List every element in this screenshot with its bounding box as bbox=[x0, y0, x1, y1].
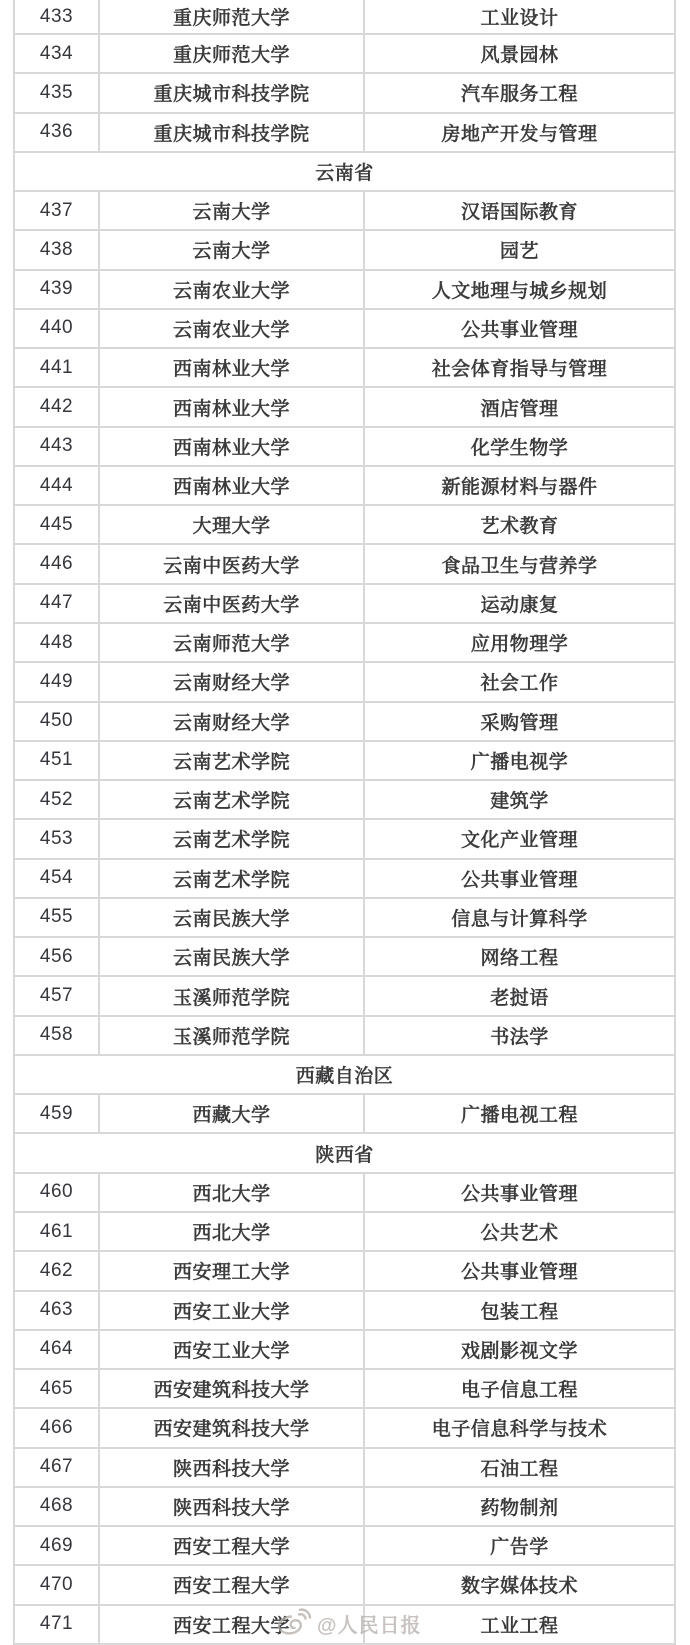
university-cell: 云南中医药大学 bbox=[100, 545, 365, 582]
table-row bbox=[15, 663, 674, 702]
table-row bbox=[15, 1174, 674, 1213]
row-number-cell: 435 bbox=[15, 74, 100, 111]
university-cell: 西北大学 bbox=[100, 1213, 365, 1250]
major-cell: 公共事业管理 bbox=[460, 869, 578, 891]
major-cell: 房地产开发与管理 bbox=[441, 123, 598, 145]
table-row bbox=[15, 1449, 674, 1488]
row-number-cell: 442 bbox=[15, 388, 100, 425]
table-row bbox=[15, 1292, 674, 1331]
table-row bbox=[15, 1606, 674, 1643]
major-cell: 公共艺术 bbox=[480, 1223, 559, 1245]
row-number-cell: 445 bbox=[15, 506, 100, 543]
row-number-cell: 449 bbox=[15, 663, 100, 700]
table-row bbox=[15, 310, 674, 349]
row-number-cell: 433 bbox=[15, 0, 100, 33]
table-row bbox=[15, 624, 674, 663]
row-number-cell: 447 bbox=[15, 585, 100, 622]
row-number-cell: 452 bbox=[15, 781, 100, 818]
row-number-cell: 456 bbox=[15, 938, 100, 975]
university-cell: 西南林业大学 bbox=[100, 388, 365, 425]
university-cell: 云南民族大学 bbox=[100, 938, 365, 975]
table-row bbox=[15, 1566, 674, 1605]
major-cell: 包装工程 bbox=[480, 1301, 559, 1323]
row-number-cell: 453 bbox=[15, 820, 100, 857]
major-cell: 老挝语 bbox=[490, 987, 549, 1009]
major-cell: 电子信息科学与技术 bbox=[431, 1419, 608, 1441]
university-cell: 云南艺术学院 bbox=[100, 860, 365, 897]
university-cell: 西安工程大学 bbox=[100, 1566, 365, 1603]
row-number-cell: 461 bbox=[15, 1213, 100, 1250]
major-cell: 书法学 bbox=[490, 1026, 549, 1048]
table-row bbox=[15, 349, 674, 388]
row-number-cell: 459 bbox=[15, 1095, 100, 1132]
table-row bbox=[15, 1252, 674, 1291]
major-cell: 信息与计算科学 bbox=[451, 908, 588, 930]
table-row bbox=[15, 1527, 674, 1566]
row-number-cell: 439 bbox=[15, 271, 100, 308]
major-cell: 电子信息工程 bbox=[460, 1380, 578, 1402]
row-number-cell: 469 bbox=[15, 1527, 100, 1564]
table-row bbox=[15, 35, 674, 74]
table-row bbox=[15, 899, 674, 938]
row-number-cell: 450 bbox=[15, 703, 100, 740]
row-number-cell: 434 bbox=[15, 35, 100, 72]
row-number-cell: 467 bbox=[15, 1449, 100, 1486]
university-cell: 重庆城市科技学院 bbox=[100, 74, 365, 111]
major-cell: 广告学 bbox=[490, 1537, 549, 1559]
major-cell: 公共事业管理 bbox=[460, 1183, 578, 1205]
row-number-cell: 454 bbox=[15, 860, 100, 897]
major-cell: 工业工程 bbox=[480, 1615, 559, 1637]
university-cell: 西北大学 bbox=[100, 1174, 365, 1211]
row-number-cell: 451 bbox=[15, 742, 100, 779]
table-row bbox=[15, 1213, 674, 1252]
university-cell: 西安建筑科技大学 bbox=[100, 1409, 365, 1446]
major-cell: 文化产业管理 bbox=[460, 830, 578, 852]
row-number-cell: 441 bbox=[15, 349, 100, 386]
table-row bbox=[15, 506, 674, 545]
row-number-cell: 468 bbox=[15, 1488, 100, 1525]
table-row bbox=[15, 820, 674, 859]
major-cell: 戏剧影视文学 bbox=[460, 1340, 578, 1362]
province-label: 西藏自治区 bbox=[295, 1066, 394, 1088]
province-label: 陕西省 bbox=[315, 1144, 374, 1166]
major-cell: 应用物理学 bbox=[470, 634, 569, 656]
table-row bbox=[15, 977, 674, 1016]
major-cell: 艺术教育 bbox=[480, 516, 559, 538]
province-label: 云南省 bbox=[315, 162, 374, 184]
row-number-cell: 438 bbox=[15, 231, 100, 268]
major-cell: 酒店管理 bbox=[480, 398, 559, 420]
table-row bbox=[15, 860, 674, 899]
table-row bbox=[15, 545, 674, 584]
table-row bbox=[15, 781, 674, 820]
table-row bbox=[15, 388, 674, 427]
university-cell: 大理大学 bbox=[100, 506, 365, 543]
row-number-cell: 466 bbox=[15, 1409, 100, 1446]
university-cell: 重庆城市科技学院 bbox=[100, 114, 365, 151]
university-cell: 云南大学 bbox=[100, 192, 365, 229]
major-cell: 石油工程 bbox=[480, 1458, 559, 1480]
university-cell: 云南艺术学院 bbox=[100, 820, 365, 857]
major-cell: 采购管理 bbox=[480, 712, 559, 734]
university-cell: 玉溪师范学院 bbox=[100, 1017, 365, 1054]
province-section-row bbox=[15, 153, 674, 192]
table-row bbox=[15, 1017, 674, 1056]
table-row bbox=[15, 1331, 674, 1370]
university-cell: 云南中医药大学 bbox=[100, 585, 365, 622]
university-cell: 云南农业大学 bbox=[100, 271, 365, 308]
major-cell: 工业设计 bbox=[480, 8, 559, 29]
university-cell: 云南艺术学院 bbox=[100, 742, 365, 779]
table-row bbox=[15, 703, 674, 742]
university-cell: 西安工业大学 bbox=[100, 1331, 365, 1368]
table-row bbox=[15, 1488, 674, 1527]
university-cell: 云南师范大学 bbox=[100, 624, 365, 661]
university-cell: 云南大学 bbox=[100, 231, 365, 268]
table-row bbox=[15, 938, 674, 977]
table-row bbox=[15, 271, 674, 310]
row-number-cell: 446 bbox=[15, 545, 100, 582]
major-cell: 社会工作 bbox=[480, 673, 559, 695]
row-number-cell: 437 bbox=[15, 192, 100, 229]
table-row bbox=[15, 192, 674, 231]
major-cell: 公共事业管理 bbox=[460, 1262, 578, 1284]
major-cell: 人文地理与城乡规划 bbox=[431, 280, 608, 302]
university-cell: 陕西科技大学 bbox=[100, 1488, 365, 1525]
major-cell: 食品卫生与营养学 bbox=[441, 555, 598, 577]
major-cell: 汽车服务工程 bbox=[460, 84, 578, 106]
major-cell: 公共事业管理 bbox=[460, 319, 578, 341]
table-row bbox=[15, 428, 674, 467]
university-cell: 西安建筑科技大学 bbox=[100, 1370, 365, 1407]
university-cell: 云南农业大学 bbox=[100, 310, 365, 347]
university-major-table bbox=[13, 0, 676, 1645]
major-cell: 园艺 bbox=[499, 241, 539, 263]
university-cell: 陕西科技大学 bbox=[100, 1449, 365, 1486]
major-cell: 社会体育指导与管理 bbox=[431, 359, 608, 381]
province-section-row bbox=[15, 1056, 674, 1095]
table-row bbox=[15, 742, 674, 781]
table-row bbox=[15, 114, 674, 153]
row-number-cell: 440 bbox=[15, 310, 100, 347]
university-cell: 云南财经大学 bbox=[100, 703, 365, 740]
row-number-cell: 465 bbox=[15, 1370, 100, 1407]
major-cell: 运动康复 bbox=[480, 594, 559, 616]
major-cell: 汉语国际教育 bbox=[460, 202, 578, 224]
university-cell: 西南林业大学 bbox=[100, 428, 365, 465]
table-row bbox=[15, 1370, 674, 1409]
university-cell: 西安工业大学 bbox=[100, 1292, 365, 1329]
university-cell: 西安理工大学 bbox=[100, 1252, 365, 1289]
major-cell: 药物制剂 bbox=[480, 1497, 559, 1519]
table-row bbox=[15, 1095, 674, 1134]
table-row bbox=[15, 585, 674, 624]
row-number-cell: 463 bbox=[15, 1292, 100, 1329]
university-cell: 云南民族大学 bbox=[100, 899, 365, 936]
row-number-cell: 462 bbox=[15, 1252, 100, 1289]
university-cell: 西南林业大学 bbox=[100, 467, 365, 504]
watermark-text: @人民日报 bbox=[317, 1614, 422, 1637]
table-row bbox=[15, 74, 674, 113]
university-cell: 重庆师范大学 bbox=[100, 0, 365, 33]
major-cell: 数字媒体技术 bbox=[460, 1576, 578, 1598]
major-cell: 广播电视学 bbox=[470, 751, 569, 773]
major-cell: 新能源材料与器件 bbox=[441, 477, 598, 499]
row-number-cell: 471 bbox=[15, 1606, 100, 1643]
university-cell: 玉溪师范学院 bbox=[100, 977, 365, 1014]
university-cell: 重庆师范大学 bbox=[100, 35, 365, 72]
university-cell: 西南林业大学 bbox=[100, 349, 365, 386]
row-number-cell: 457 bbox=[15, 977, 100, 1014]
table-row bbox=[15, 231, 674, 270]
row-number-cell: 444 bbox=[15, 467, 100, 504]
university-cell: 云南财经大学 bbox=[100, 663, 365, 700]
major-cell: 广播电视工程 bbox=[460, 1105, 578, 1127]
row-number-cell: 464 bbox=[15, 1331, 100, 1368]
major-cell: 风景园林 bbox=[480, 45, 559, 67]
major-cell: 化学生物学 bbox=[470, 437, 569, 459]
university-cell: 西安工程大学 bbox=[100, 1606, 365, 1643]
row-number-cell: 443 bbox=[15, 428, 100, 465]
row-number-cell: 436 bbox=[15, 114, 100, 151]
province-section-row bbox=[15, 1134, 674, 1173]
row-number-cell: 470 bbox=[15, 1566, 100, 1603]
table-row bbox=[15, 0, 674, 35]
table-row bbox=[15, 1409, 674, 1448]
row-number-cell: 448 bbox=[15, 624, 100, 661]
row-number-cell: 460 bbox=[15, 1174, 100, 1211]
row-number-cell: 458 bbox=[15, 1017, 100, 1054]
university-cell: 西安工程大学 bbox=[100, 1527, 365, 1564]
table-row bbox=[15, 467, 674, 506]
university-cell: 云南艺术学院 bbox=[100, 781, 365, 818]
row-number-cell: 455 bbox=[15, 899, 100, 936]
major-cell: 网络工程 bbox=[480, 948, 559, 970]
university-cell: 西藏大学 bbox=[100, 1095, 365, 1132]
major-cell: 建筑学 bbox=[490, 791, 549, 813]
